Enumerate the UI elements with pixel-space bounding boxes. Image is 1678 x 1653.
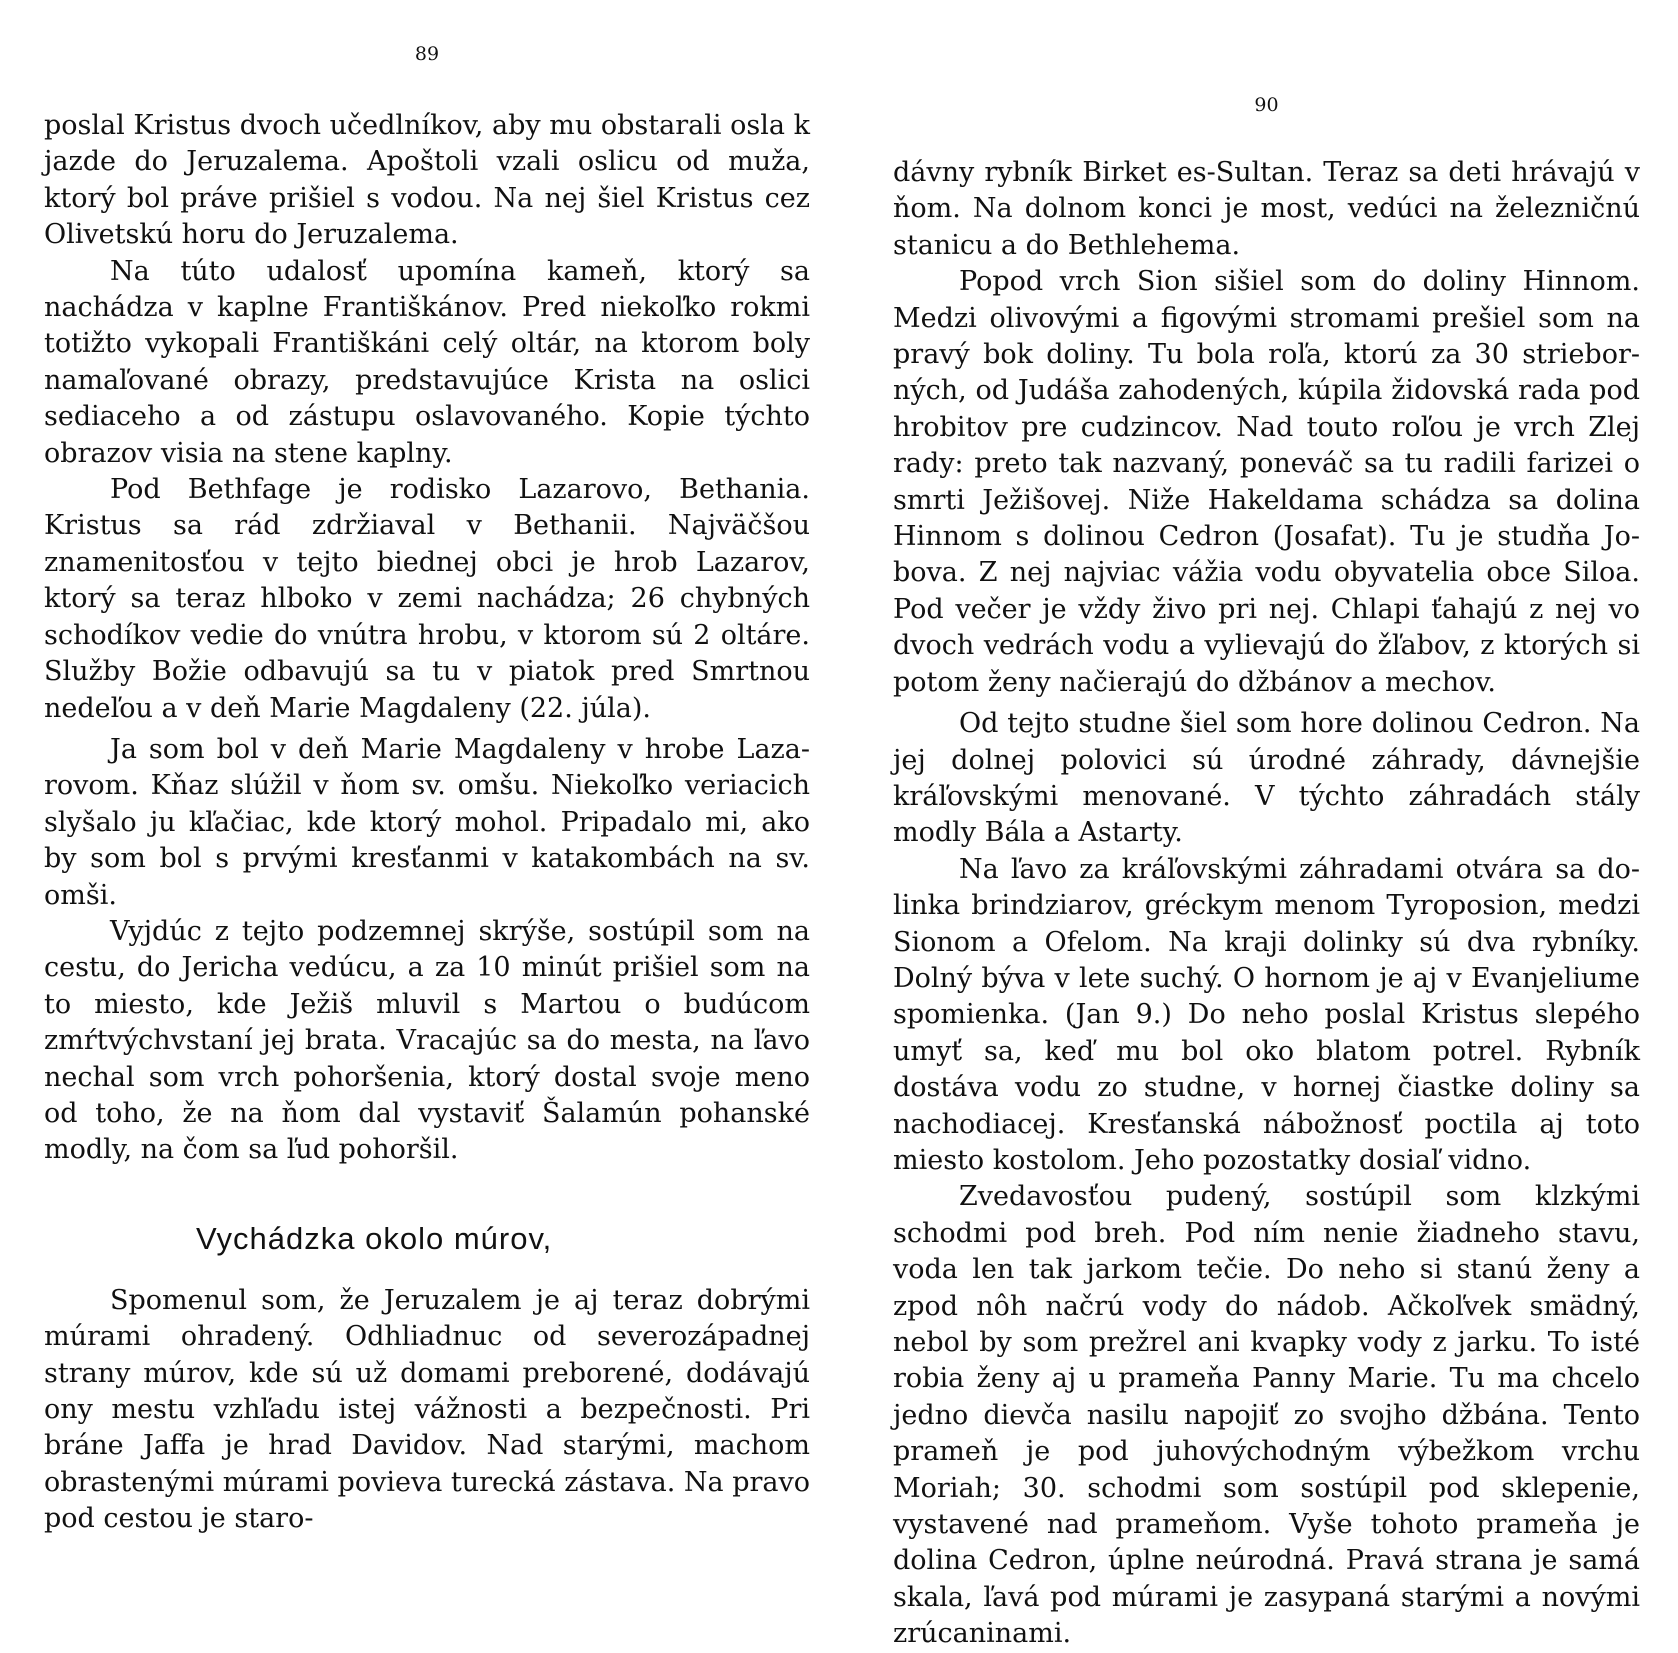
page-number-right: 90: [1254, 94, 1279, 116]
paragraph: poslal Kristus dvoch učedlníkov, aby mu obstarali osla k jazde do Jeruzalema. Apoštoli vzali oslicu od muža, ktorý bol práve prišiel s vodou. Na nej šiel Kristus cez Olivetskú horu do Jeruzalema.: [44, 110, 810, 251]
paragraph: Od tejto studne šiel som hore dolinou Cedron. Na jej dolnej polovici sú úrodné záhrady, dávnejšie kráľovskými menované. V týchto záhradách stály modly Bála a Astarty.: [893, 708, 1640, 849]
paragraph: Na túto udalosť upomína kameň, ktorý sa nachádza v kaplne Františkánov. Pred niekoľko rokmi totižto vykopali Františkáni celý oltár, na ktorom boly namaľované obrazy, predstavujúce Krista na oslici sediaceho a od zástupu oslavovaného. Kopie týchto obrazov visia na stene kaplny.: [44, 255, 810, 469]
paragraph: Spomenul som, že Jeruzalem je aj teraz dobrými múrami ohradený. Odhliadnuc od severozápadnej strany múrov, kde sú už domami preborené, dodávajú ony mestu vzhľadu istej vážnosti a bezpečnosti. Pri bráne Jaffa je hrad Davidov. Nad starými, machom obrastenými múrami povieva turecká zástava. Na pravo pod cestou je staro-: [44, 1284, 810, 1535]
paragraph: Zvedavosťou pudený, sostúpil som klzkými schodmi pod breh. Pod ním nenie žiadneho stavu, voda len tak jarkom tečie. Do neho si stanú ženy a zpod nôh načrú vody do nádob. Ačkoľvek smädný, nebol by som prežrel ani kvapky vody z jarku. To isté robia ženy aj u prameňa Panny Marie. Tu ma chcelo jedno dievča nasilu napojiť zo svojho džbána. Tento prameň je pod juhovýchodným výbežkom vrchu Moriah; 30. schodmi som sostúpil pod sklepenie, vystavené nad prameňom. Vyše tohoto prameňa je dolina Cedron, úplne neúrodná. Pravá strana je samá skala, ľavá pod múrami je zasypaná starými a novými zrúcaninami.: [893, 1181, 1640, 1650]
paragraph: Ja som bol v deň Marie Magdaleny v hrobe Lazarovom. Kňaz slúžil v ňom sv. omšu. Niekoľko veriacich slyšalo ju kľačiac, kde ktorý mohol. Pripadalo mi, ako by som bol s prvými kresťanmi v katakombách na sv. omši.: [44, 733, 810, 911]
section-heading: Vychádzka okolo múrov,: [196, 1220, 553, 1256]
right-page: [893, 93, 1640, 1653]
paragraph: dávny rybník Birket es-Sultan. Teraz sa deti hrávajú v ňom. Na dolnom konci je most, vedúci na železničnú stanicu a do Bethlehema.: [893, 157, 1640, 261]
paragraph: Vyjdúc z tejto podzemnej skrýše, sostúpil som na cestu, do Jericha vedúcu, a za 10 minút prišiel som na to miesto, kde Ježiš mluvil s Martou o budúcom zmŕtvýchvstaní jej brata. Vracajúc sa do mesta, na ľavo nechal som vrch pohoršenia, ktorý dostal svoje meno od toho, že na ňom dal vystaviť Šalamún pohanské modly, na čom sa ľud pohoršil.: [44, 915, 810, 1166]
paragraph: Na ľavo za kráľovskými záhradami otvára sa dolinka brindziarov, gréckym menom Tyroposion, medzi Sionom a Ofelom. Na kraji dolinky sú dva rybníky. Dolný býva v lete suchý. O hornom je aj v Evanjeliume spomienka. (Jan 9.) Do neho poslal Kristus slepého umyť sa, keď mu bol oko blatom potrel. Rybník dostáva vodu zo studne, v hornej čiastke doliny sa nachodiacej. Kresťanská nábožnosť poctila aj toto miesto kostolom. Jeho pozostatky dosiaľ vidno.: [893, 853, 1640, 1176]
page-number-left: 89: [414, 43, 440, 65]
paragraph: Pod Bethfage je rodisko Lazarovo, Bethania. Kristus sa rád zdržiaval v Bethanii. Najväčšou znamenitosťou v tejto biednej obci je hrob Lazarov, ktorý sa teraz hlboko v zemi nachádza; 26 chybných schodíkov vedie do vnútra hrobu, v ktorom sú 2 oltáre. Služby Božie odbavujú sa tu v piatok pred Smrtnou nedeľou a v deň Marie Magdaleny (22. júla).: [44, 474, 810, 724]
left-page: [44, 42, 810, 1538]
paragraph: Popod vrch Sion sišiel som do doliny Hinnom. Medzi olivovými a figovými stromami prešiel som na pravý bok doliny. Tu bola roľa, ktorú za 30 strieborných, od Judáša zahodených, kúpila židovská rada pod hrobitov pre cudzincov. Nad touto roľou je vrch Zlej rady: preto tak nazvaný, poneváč sa tu radili farizei o smrti Ježišovej. Niže Hakeldama schádza sa dolina Hinnom s dolinou Cedron (Josafat). Tu je studňa Jobova. Z nej najviac vážia vodu obyvatelia obce Siloa. Pod večer je vždy živo pri nej. Chlapi ťahajú z nej vo dvoch vedrách vodu a vylievajú do žľabov, z ktorých si potom ženy načierajú do džbánov a mechov.: [893, 266, 1640, 698]
